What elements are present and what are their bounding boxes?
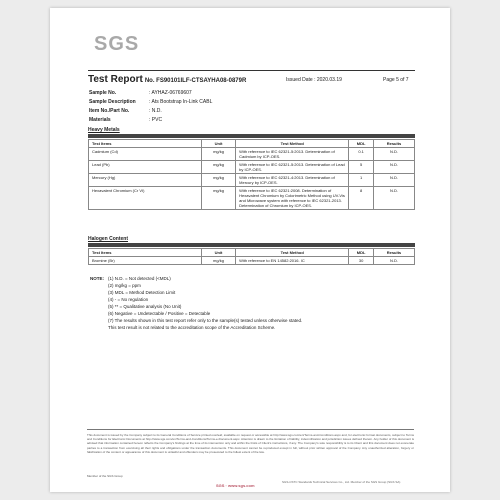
report-number: No. FS90101ILF-CTSAYHA08-0879R xyxy=(144,78,247,84)
cell-result: N.D. xyxy=(373,174,414,187)
cell-unit: mg/kg xyxy=(201,187,235,210)
note-item: (2) mg/kg = ppm xyxy=(108,283,141,288)
col-header: Test Items xyxy=(89,140,202,148)
cell-method: With reference to IEC 62321:2008. Determination of Hexavalent Chromium by Colorimetric Method using UV-Vis and Microwave system with reference to IEC 62321-2013. Determination of Chromium by ICP-OES. xyxy=(236,187,349,210)
note-item: (6) Negative = Undetectable / Positive = Detectable xyxy=(108,311,211,316)
col-header: MDL xyxy=(349,249,374,257)
sgs-logo: SGS xyxy=(94,33,140,55)
cell-mdl: 30 xyxy=(349,257,374,265)
cell-mdl: 0.1 xyxy=(349,148,374,161)
report-title xyxy=(88,74,246,85)
disclaimer-text: This document is issued by the Company subject to its General Conditions of Service printed overleaf, available on request or accessible at http://www.sgs.com/en/Terms-and-Conditions.aspx and, for electronic format documents, subject to Terms and Conditions for Electronic Documents at http://www.sgs.com/en/Terms-and-Conditions/Terms-e-Document.aspx. Attention is drawn to the limitation of liability, indemnification and jurisdiction issues defined therein. Any holder of this document is advised that information contained hereon reflects the Company's findings at the time of its intervention only and within the limits of Client's instructions, if any. The Company's sole responsibility is to its Client and this document does not exonerate parties to a transaction from exercising all their rights and obligations under the transaction documents. This document cannot be reproduced except in full, without prior written approval of the Company. Any unauthorized alteration, forgery or falsification of the content or appearance of this document is unlawful and offenders may be prosecuted to the fullest extent of the law. xyxy=(87,433,414,454)
issued-date: Issued Date : 2020.03.19 xyxy=(286,77,342,83)
note-item: (4) - = No regulation xyxy=(108,297,149,302)
sample-info-key: Item No./Part No. xyxy=(89,108,130,114)
cell-item: Cadmium (Cd) xyxy=(89,148,202,161)
sample-info-row xyxy=(89,90,212,99)
footer-brand: SGS · www.sgs.com xyxy=(216,483,255,488)
cell-unit: mg/kg xyxy=(201,161,235,174)
heavy-metals-bar xyxy=(88,134,415,138)
footer-address: SGS-CSTC Standards Technical Services Co., Ltd. Member of the SGS Group (SGS SA) xyxy=(282,480,401,484)
cell-unit: mg/kg xyxy=(201,257,235,265)
sample-info-row xyxy=(89,117,212,126)
cell-unit: mg/kg xyxy=(201,148,235,161)
cell-mdl: 1 xyxy=(349,174,374,187)
cell-method: With reference to EN 14582:2016. IC xyxy=(236,257,349,265)
heavy-metals-title: Heavy Metals xyxy=(88,127,120,133)
sample-info-key: Materials xyxy=(89,117,111,123)
cell-method: With reference to IEC 62321-5:2013. Determination of Cadmium by ICP-OES. xyxy=(236,148,349,161)
cell-item: Lead (Pb) xyxy=(89,161,202,174)
col-header: Test Items xyxy=(89,249,202,257)
col-header: Results xyxy=(373,249,414,257)
cell-result: N.D. xyxy=(373,257,414,265)
table-row xyxy=(89,257,415,265)
col-header: Results xyxy=(373,140,414,148)
cell-mdl: 5 xyxy=(349,161,374,174)
col-header: Test Method xyxy=(236,140,349,148)
halogen-title: Halogen Content xyxy=(88,236,128,242)
sample-info-value: : N.D. xyxy=(149,108,162,114)
sample-info-value: : AYHAZ-06769607 xyxy=(149,90,192,96)
col-header: Test Method xyxy=(236,249,349,257)
note-item: This test result is not related to the accreditation scope of the Accreditation Scheme. xyxy=(108,325,276,330)
sample-info-row xyxy=(89,108,212,117)
footer-left-text: Member of the SGS Group xyxy=(87,474,123,478)
halogen-bar xyxy=(88,243,415,247)
note-item: (5) ** = Qualitative analysis (No Unit) xyxy=(108,304,182,309)
cell-unit: mg/kg xyxy=(201,174,235,187)
col-header: Unit xyxy=(201,249,235,257)
sample-info-key: Sample No. xyxy=(89,90,117,96)
table-row xyxy=(89,187,415,210)
cell-mdl: 8 xyxy=(349,187,374,210)
sample-info-value: : PVC xyxy=(149,117,163,123)
sample-info-key: Sample Description xyxy=(89,99,136,105)
cell-method: With reference to IEC 62321-5:2013. Determination of Lead by ICP-OES. xyxy=(236,161,349,174)
notes-list xyxy=(108,275,388,331)
table-header-row xyxy=(89,140,415,148)
halogen-table xyxy=(88,248,415,265)
note-item: (3) MDL = Method Detection Limit xyxy=(108,290,176,295)
cell-result: N.D. xyxy=(373,148,414,161)
col-header: MDL xyxy=(349,140,374,148)
sample-info-value: : Ats Bootstrap In-Link CABL xyxy=(149,99,213,105)
page-number: Page 5 of 7 xyxy=(383,77,409,83)
report-page xyxy=(50,8,450,492)
cell-method: With reference to IEC 62321-4:2013. Determination of Mercury by ICP-OES. xyxy=(236,174,349,187)
cell-item: Hexavalent Chromium (Cr VI) xyxy=(89,187,202,210)
note-item: (7) The results shown in this test report refer only to the sample(s) tested unless otherwise stated. xyxy=(108,318,303,323)
notes-label: NOTE: xyxy=(90,276,104,281)
col-header: Unit xyxy=(201,140,235,148)
footer-rule xyxy=(87,429,414,430)
note-item: (1) N.D. = Not detected (<MDL) xyxy=(108,276,171,281)
table-row xyxy=(89,161,415,174)
sample-info xyxy=(89,90,212,126)
cell-item: Mercury (Hg) xyxy=(89,174,202,187)
table-header-row xyxy=(89,249,415,257)
cell-result: N.D. xyxy=(373,187,414,210)
header-rule xyxy=(88,70,415,71)
table-row xyxy=(89,174,415,187)
table-row xyxy=(89,148,415,161)
heavy-metals-table xyxy=(88,139,415,210)
cell-item: Bromine (Br) xyxy=(89,257,202,265)
cell-result: N.D. xyxy=(373,161,414,174)
sample-info-row xyxy=(89,99,212,108)
report-title-text: Test Report xyxy=(88,74,143,85)
